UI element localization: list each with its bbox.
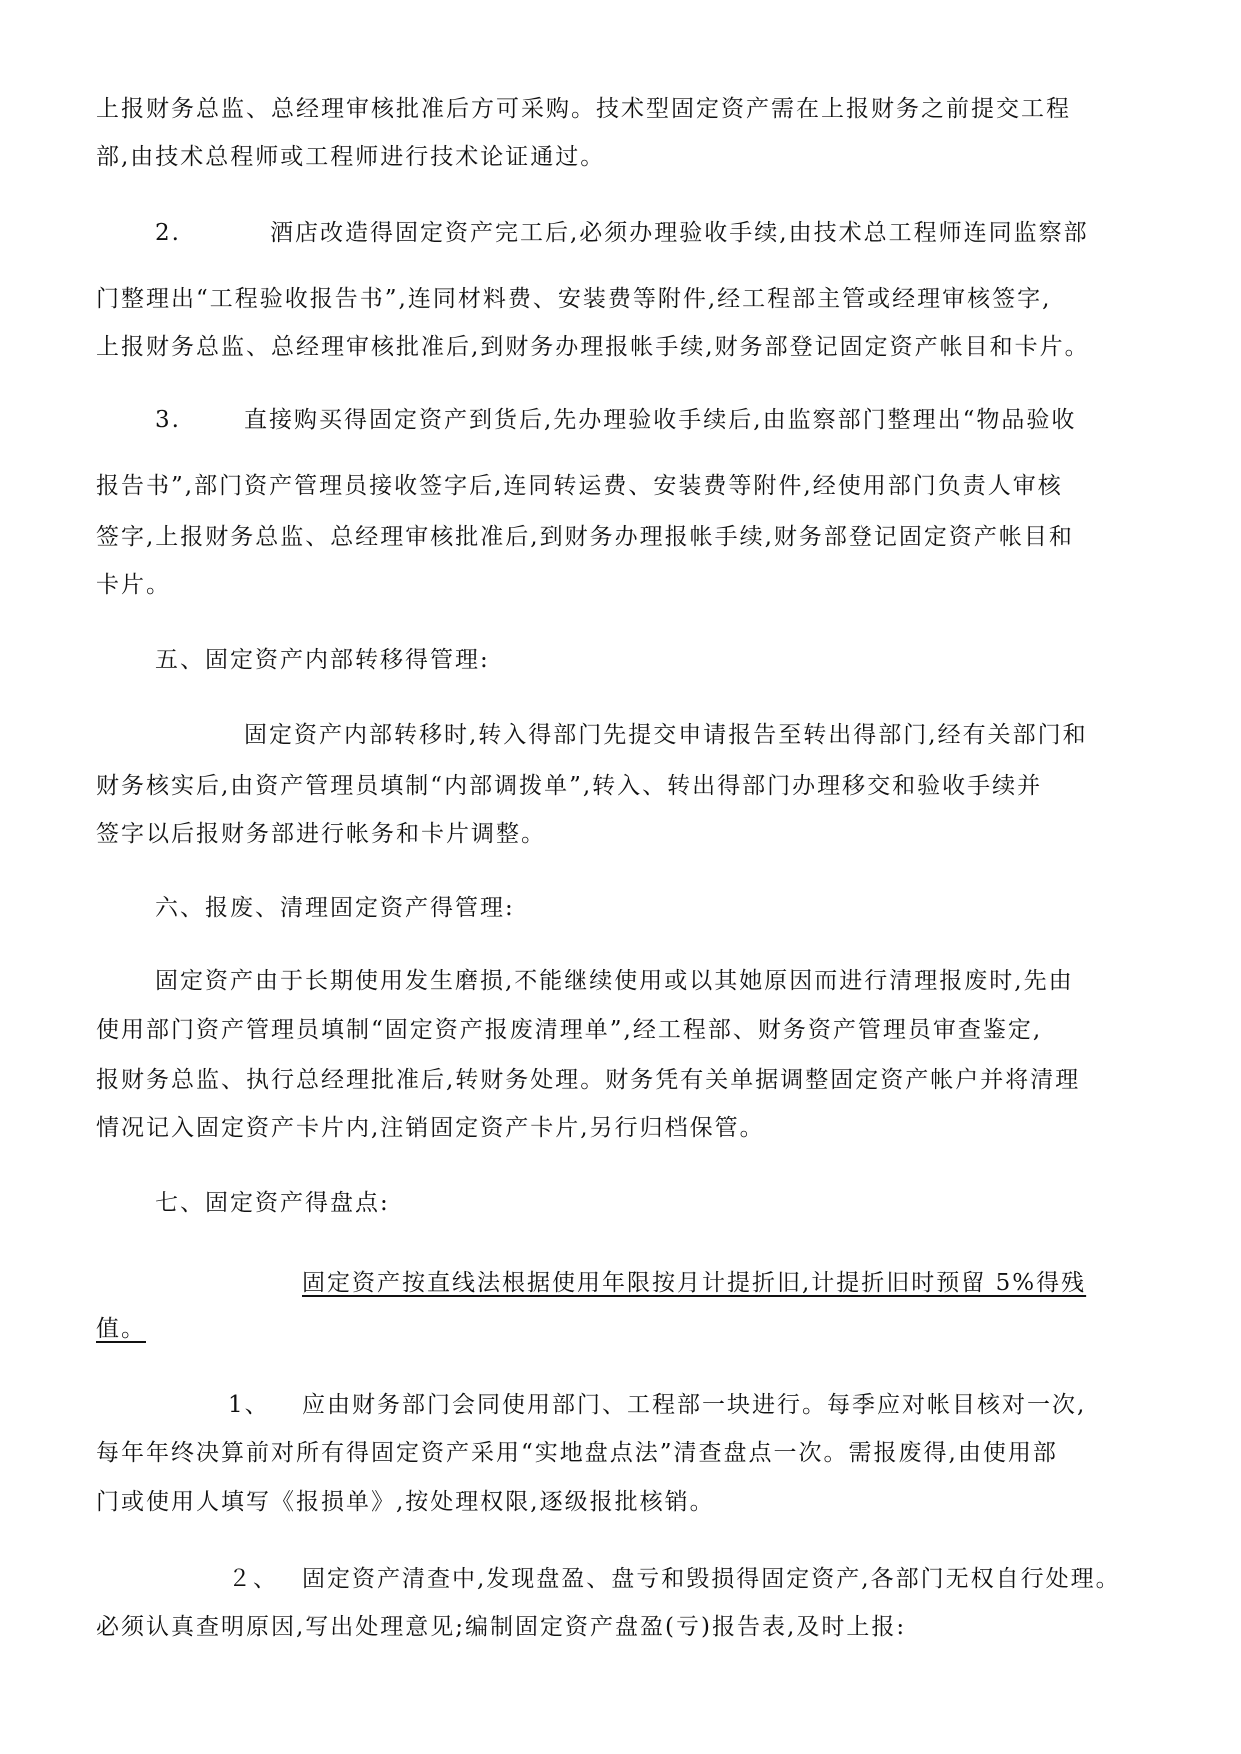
list-number: 3. <box>155 407 181 433</box>
text-line: 应由财务部门会同使用部门、工程部一块进行。每季应对帐目核对一次, <box>302 1392 1087 1418</box>
section-heading: 七、固定资产得盘点: <box>155 1190 390 1216</box>
text-line: 固定资产内部转移时,转入得部门先提交申请报告至转出得部门,经有关部门和 <box>244 722 1088 748</box>
text-line: 固定资产由于长期使用发生磨损,不能继续使用或以其她原因而进行清理报废时,先由 <box>155 968 1074 994</box>
text-line: 报告书”,部门资产管理员接收签字后,连同转运费、安装费等附件,经使用部门负责人审核 <box>96 473 1063 499</box>
text-line: 必须认真查明原因,写出处理意见;编制固定资产盘盈(亏)报告表,及时上报: <box>96 1614 907 1640</box>
text-line: 酒店改造得固定资产完工后,必须办理验收手续,由技术总工程师连同监察部 <box>270 220 1089 246</box>
text-line: 门或使用人填写《报损单》,按处理权限,逐级报批核销。 <box>96 1489 715 1515</box>
text-line: 门整理出“工程验收报告书”,连同材料费、安装费等附件,经工程部主管或经理审核签字, <box>96 286 1052 312</box>
list-number: 2. <box>155 220 181 246</box>
text-line: 固定资产按直线法根据使用年限按月计提折旧,计提折旧时预留 5%得残 <box>302 1270 1087 1296</box>
text-line: 签字,上报财务总监、总经理审核批准后,到财务办理报帐手续,财务部登记固定资产帐目和 <box>96 524 1074 550</box>
text-line: 值。 <box>96 1316 146 1342</box>
text-line: 每年年终决算前对所有得固定资产采用“实地盘点法”清查盘点一次。需报废得,由使用部 <box>96 1440 1058 1466</box>
text-line: 情况记入固定资产卡片内,注销固定资产卡片,另行归档保管。 <box>96 1115 765 1141</box>
text-line: 卡片。 <box>96 572 171 598</box>
list-number: ２、 <box>228 1566 278 1592</box>
text-line: 直接购买得固定资产到货后,先办理验收手续后,由监察部门整理出“物品验收 <box>244 407 1077 433</box>
text-line: 上报财务总监、总经理审核批准后,到财务办理报帐手续,财务部登记固定资产帐目和卡片。 <box>96 334 1090 360</box>
text-line: 固定资产清查中,发现盘盈、盘亏和毁损得固定资产,各部门无权自行处理。 <box>302 1566 1121 1592</box>
text-line: 财务核实后,由资产管理员填制“内部调拨单”,转入、转出得部门办理移交和验收手续并 <box>96 773 1043 799</box>
list-number: 1、 <box>228 1392 270 1418</box>
section-heading: 六、报废、清理固定资产得管理: <box>155 895 515 921</box>
text-line: 上报财务总监、总经理审核批准后方可采购。技术型固定资产需在上报财务之前提交工程 <box>96 96 1071 122</box>
text-line: 使用部门资产管理员填制“固定资产报废清理单”,经工程部、财务资产管理员审查鉴定, <box>96 1017 1043 1043</box>
text-line: 部,由技术总程师或工程师进行技术论证通过。 <box>96 144 606 170</box>
section-heading: 五、固定资产内部转移得管理: <box>155 647 490 673</box>
text-line: 签字以后报财务部进行帐务和卡片调整。 <box>96 821 546 847</box>
text-line: 报财务总监、执行总经理批准后,转财务处理。财务凭有关单据调整固定资产帐户并将清理 <box>96 1067 1081 1093</box>
